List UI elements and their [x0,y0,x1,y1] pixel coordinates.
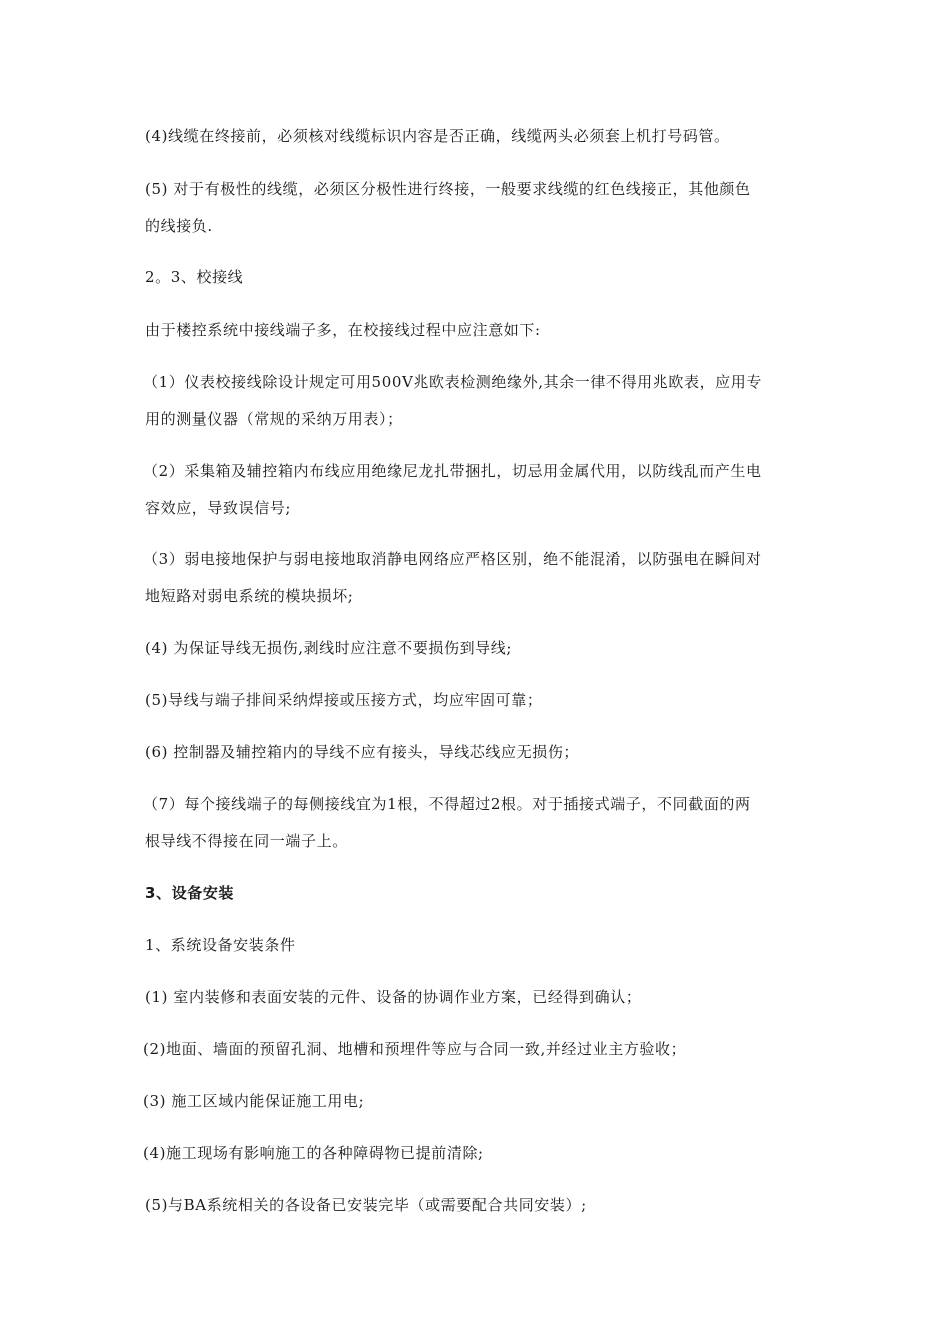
paragraph-line: 容效应，导致误信号; [145,499,292,517]
section-heading: 2。3、校接线 [145,268,244,286]
paragraph-line: (5) 对于有极性的线缆，必须区分极性进行终接，一般要求线缆的红色线接正，其他颜色 [145,180,751,198]
paragraph-line: 用的测量仪器（常规的采纳万用表）； [145,410,403,428]
paragraph-line: （7）每个接线端子的每侧接线宜为1根，不得超过2根。对于插接式端子，不同截面的两 [143,795,751,813]
paragraph-line: 根导线不得接在同一端子上。 [145,832,348,850]
paragraph-line: (4)线缆在终接前，必须核对线缆标识内容是否正确，线缆两头必须套上机打号码管。 [145,127,730,145]
paragraph-line: (2)地面、墙面的预留孔洞、地槽和预埋件等应与合同一致,并经过业主方验收； [143,1040,687,1058]
paragraph-line: (1) 室内装修和表面安装的元件、设备的协调作业方案，已经得到确认； [145,988,642,1006]
subsection-heading: 1、系统设备安装条件 [145,936,296,954]
paragraph-line: 由于楼控系统中接线端子多，在校接线过程中应注意如下: [145,321,541,339]
paragraph-line: (4)施工现场有影响施工的各种障碍物已提前清除; [143,1144,484,1162]
paragraph-line: (5)与BA系统相关的各设备已安装完毕（或需要配合共同安装）; [145,1196,587,1214]
paragraph-line: (3) 施工区域内能保证施工用电; [143,1092,365,1110]
paragraph-line: (6) 控制器及辅控箱内的导线不应有接头，导线芯线应无损伤； [145,743,580,761]
section-heading: 3、设备安装 [145,884,235,902]
paragraph-line: 地短路对弱电系统的模块损坏; [145,587,354,605]
paragraph-line: （3）弱电接地保护与弱电接地取消静电网络应严格区别，绝不能混淆，以防强电在瞬间对 [143,550,762,568]
paragraph-line: （1）仪表校接线除设计规定可用500V兆欧表检测绝缘外,其余一律不得用兆欧表，应用专 [143,373,762,391]
paragraph-line: （2）采集箱及辅控箱内布线应用绝缘尼龙扎带捆扎，切忌用金属代用，以防线乱而产生电 [143,462,762,480]
paragraph-line: (5)导线与端子排间采纳焊接或压接方式，均应牢固可靠； [145,691,543,709]
paragraph-line: (4) 为保证导线无损伤,剥线时应注意不要损伤到导线; [145,639,513,657]
paragraph-line: 的线接负. [145,217,213,235]
